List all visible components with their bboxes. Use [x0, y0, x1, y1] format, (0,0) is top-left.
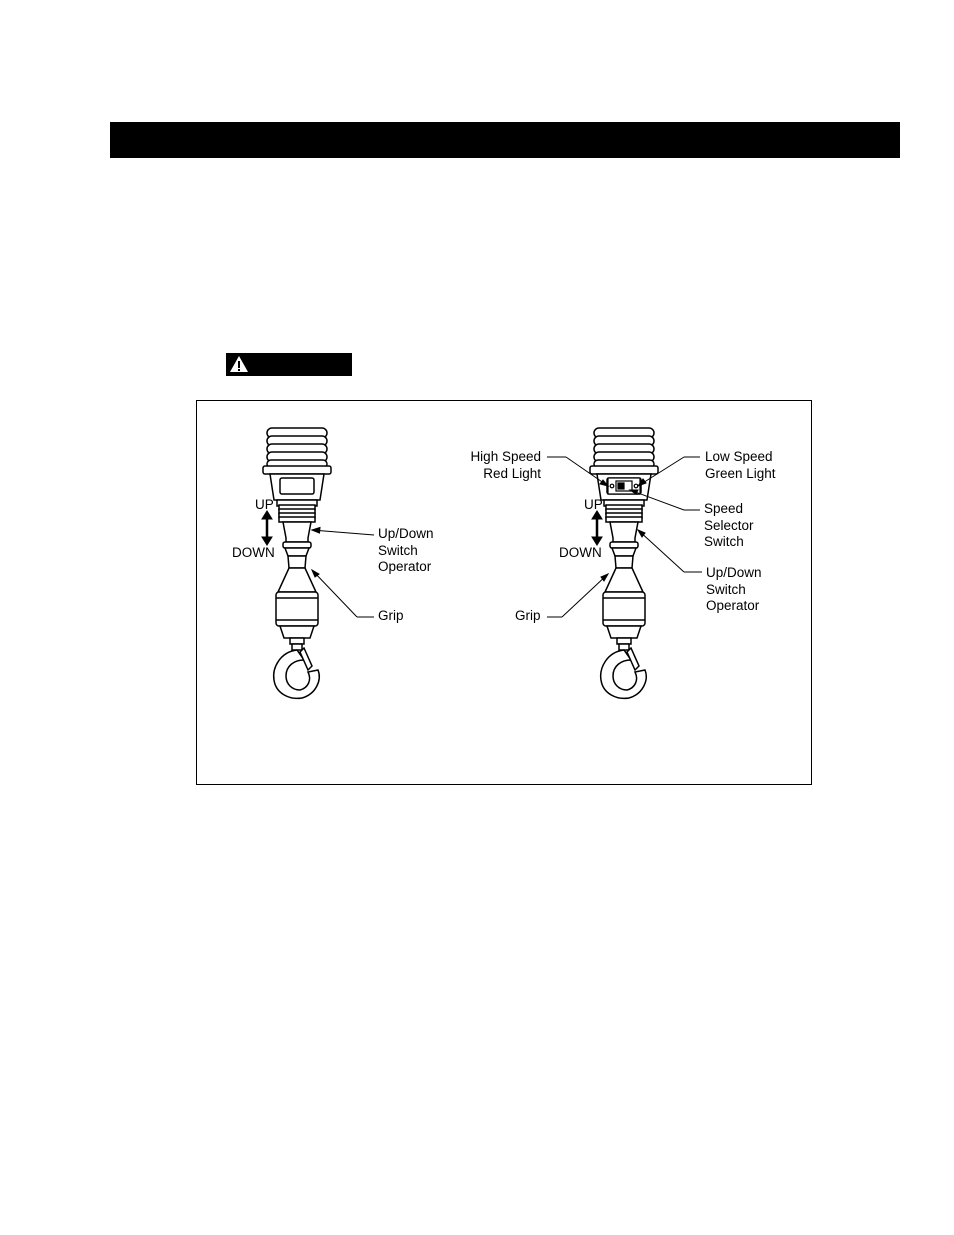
low-speed-green-light-label: Low Speed Green Light — [705, 449, 776, 481]
right-up-label: UP — [584, 497, 603, 512]
left-up-label: UP — [255, 497, 274, 512]
left-pendant-drawing — [263, 428, 331, 698]
right-updown-switch-label: Up/Down Switch Operator — [706, 565, 762, 613]
left-down-label: DOWN — [232, 545, 275, 560]
up-down-arrow-icon — [262, 511, 272, 545]
right-down-label: DOWN — [559, 545, 602, 560]
high-speed-red-light-label: High Speed Red Light — [470, 449, 541, 481]
right-pendant-drawing — [590, 428, 658, 698]
left-grip-label: Grip — [378, 608, 404, 623]
right-grip-label: Grip — [515, 608, 541, 623]
left-updown-switch-label: Up/Down Switch Operator — [378, 526, 434, 574]
up-down-arrow-icon — [592, 511, 602, 545]
speed-selector-switch-label: Speed Selector Switch — [704, 501, 754, 549]
